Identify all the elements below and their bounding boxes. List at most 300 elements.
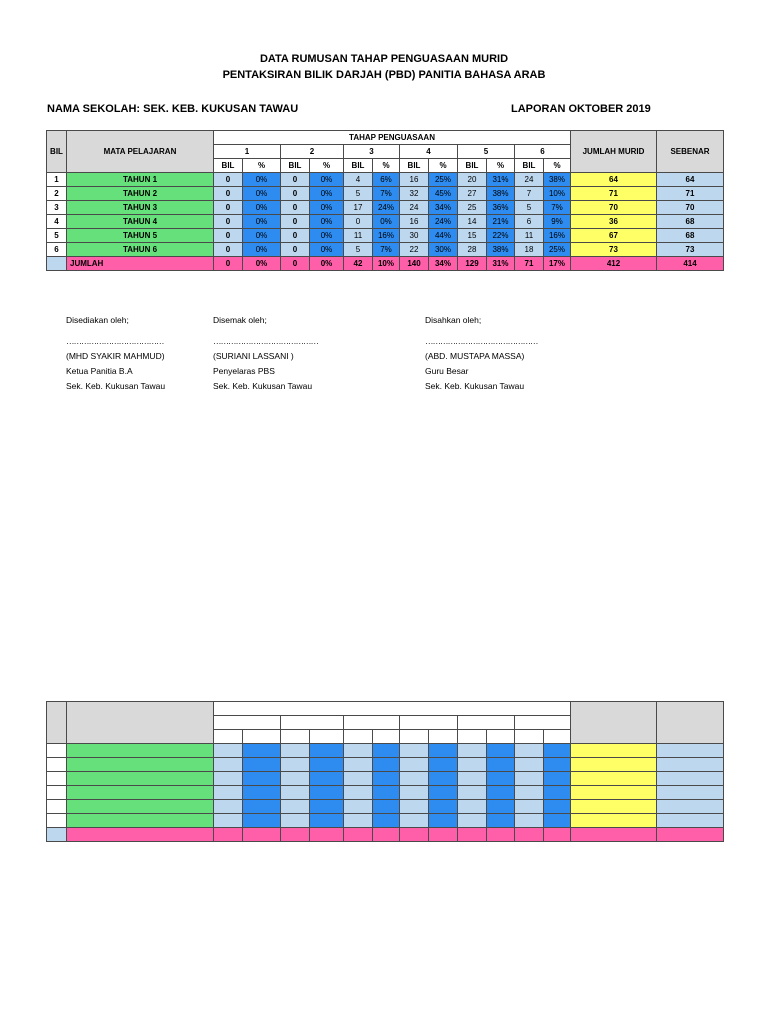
level-5-count: 15	[458, 229, 487, 243]
empty-cell	[47, 772, 67, 786]
empty-cell	[47, 744, 67, 758]
empty-cell	[515, 814, 544, 828]
level-1-count: 0	[214, 187, 243, 201]
empty-header-cell	[47, 702, 67, 744]
level-header: 1	[214, 145, 281, 159]
empty-cell	[281, 828, 310, 842]
level-4-pct: 44%	[429, 229, 458, 243]
sum-level-2-count: 0	[281, 257, 310, 271]
empty-header-cell	[400, 716, 458, 730]
empty-cell	[571, 786, 657, 800]
level-1-pct: 0%	[243, 187, 281, 201]
empty-header-cell	[487, 730, 515, 744]
empty-cell	[544, 744, 571, 758]
school-name: NAMA SEKOLAH: SEK. KEB. KUKUSAN TAWAU	[47, 103, 299, 115]
level-5-pct: 21%	[487, 215, 515, 229]
row-number: 5	[47, 229, 67, 243]
empty-cell	[657, 800, 724, 814]
empty-cell	[243, 814, 281, 828]
empty-cell	[657, 744, 724, 758]
sub-header-bil: BIL	[281, 159, 310, 173]
empty-cell	[344, 786, 373, 800]
empty-cell	[344, 744, 373, 758]
empty-cell	[67, 772, 214, 786]
empty-cell	[458, 800, 487, 814]
sub-header-pct: %	[373, 159, 400, 173]
level-5-count: 27	[458, 187, 487, 201]
empty-cell	[657, 786, 724, 800]
empty-cell	[214, 758, 243, 772]
level-2-pct: 0%	[310, 187, 344, 201]
empty-cell	[47, 786, 67, 800]
empty-cell	[515, 758, 544, 772]
subject-name: TAHUN 6	[67, 243, 214, 257]
empty-cell	[214, 786, 243, 800]
row-number-empty	[47, 257, 67, 271]
empty-cell	[657, 828, 724, 842]
signature-prepared-by	[66, 313, 165, 394]
empty-cell	[571, 772, 657, 786]
empty-total-row	[47, 828, 724, 842]
empty-cell	[429, 758, 458, 772]
table-row	[47, 229, 724, 243]
level-4-count: 16	[400, 215, 429, 229]
actual-students: 68	[657, 215, 724, 229]
empty-cell	[487, 758, 515, 772]
empty-cell	[67, 758, 214, 772]
level-4-count: 16	[400, 173, 429, 187]
empty-cell	[487, 828, 515, 842]
level-4-count: 24	[400, 201, 429, 215]
empty-cell	[400, 814, 429, 828]
total-students: 67	[571, 229, 657, 243]
empty-header-cell	[214, 730, 243, 744]
empty-cell	[281, 800, 310, 814]
level-6-pct: 10%	[544, 187, 571, 201]
level-5-count: 25	[458, 201, 487, 215]
empty-cell	[67, 786, 214, 800]
level-5-count: 28	[458, 243, 487, 257]
empty-cell	[310, 758, 344, 772]
sum-actual-students: 414	[657, 257, 724, 271]
level-5-pct: 38%	[487, 243, 515, 257]
empty-cell	[515, 828, 544, 842]
level-4-count: 30	[400, 229, 429, 243]
level-1-pct: 0%	[243, 229, 281, 243]
empty-cell	[67, 828, 214, 842]
empty-cell	[544, 828, 571, 842]
empty-table-row	[47, 786, 724, 800]
empty-cell	[214, 800, 243, 814]
level-4-pct: 24%	[429, 215, 458, 229]
empty-cell	[373, 828, 400, 842]
level-3-count: 5	[344, 243, 373, 257]
level-2-count: 0	[281, 215, 310, 229]
level-6-pct: 7%	[544, 201, 571, 215]
page-subtitle: PENTAKSIRAN BILIK DARJAH (PBD) PANITIA BAHASA ARAB	[222, 69, 546, 81]
level-1-count: 0	[214, 173, 243, 187]
level-6-pct: 16%	[544, 229, 571, 243]
row-number: 4	[47, 215, 67, 229]
level-4-count: 32	[400, 187, 429, 201]
level-1-count: 0	[214, 201, 243, 215]
level-2-count: 0	[281, 201, 310, 215]
table-row	[47, 173, 724, 187]
empty-header-cell	[515, 716, 571, 730]
empty-header-cell	[458, 716, 515, 730]
empty-header-cell	[214, 716, 281, 730]
level-4-count: 22	[400, 243, 429, 257]
empty-cell	[487, 772, 515, 786]
actual-students: 71	[657, 187, 724, 201]
level-header: 6	[515, 145, 571, 159]
sum-level-3-count: 42	[344, 257, 373, 271]
empty-cell	[458, 744, 487, 758]
empty-cell	[515, 772, 544, 786]
level-3-pct: 0%	[373, 215, 400, 229]
level-1-count: 0	[214, 243, 243, 257]
sum-level-4-pct: 34%	[429, 257, 458, 271]
level-2-pct: 0%	[310, 243, 344, 257]
signature-name: (MHD SYAKIR MAHMUD)	[66, 351, 165, 361]
signature-position: Ketua Panitia B.A	[66, 366, 133, 376]
empty-cell	[429, 814, 458, 828]
table-row	[47, 187, 724, 201]
empty-table-row	[47, 772, 724, 786]
level-5-count: 20	[458, 173, 487, 187]
subject-name: TAHUN 1	[67, 173, 214, 187]
empty-cell	[47, 814, 67, 828]
level-5-pct: 36%	[487, 201, 515, 215]
mastery-summary-table	[46, 130, 724, 271]
empty-cell	[281, 744, 310, 758]
sub-header-bil: BIL	[400, 159, 429, 173]
empty-cell	[281, 786, 310, 800]
level-4-pct: 34%	[429, 201, 458, 215]
empty-header-cell	[281, 716, 344, 730]
empty-cell	[344, 758, 373, 772]
total-students: 70	[571, 201, 657, 215]
total-row	[47, 257, 724, 271]
empty-cell	[400, 744, 429, 758]
empty-cell	[373, 758, 400, 772]
empty-cell	[373, 786, 400, 800]
empty-cell	[47, 800, 67, 814]
level-6-pct: 25%	[544, 243, 571, 257]
empty-cell	[544, 786, 571, 800]
table-row	[47, 243, 724, 257]
empty-cell	[310, 828, 344, 842]
empty-table-row	[47, 758, 724, 772]
sub-header-bil: BIL	[458, 159, 487, 173]
empty-header-cell	[310, 730, 344, 744]
level-1-count: 0	[214, 229, 243, 243]
empty-cell	[515, 800, 544, 814]
total-students: 71	[571, 187, 657, 201]
empty-header-cell	[214, 702, 571, 716]
empty-cell	[344, 772, 373, 786]
signature-line: ………………………………………	[425, 336, 538, 346]
empty-cell	[373, 800, 400, 814]
empty-cell	[47, 758, 67, 772]
signature-position: Guru Besar	[425, 366, 469, 376]
empty-cell	[214, 828, 243, 842]
level-3-count: 5	[344, 187, 373, 201]
header-bil: BIL	[47, 131, 67, 173]
sum-level-1-pct: 0%	[243, 257, 281, 271]
level-6-count: 18	[515, 243, 544, 257]
header-mastery-level: TAHAP PENGUASAAN	[214, 131, 571, 145]
level-4-pct: 25%	[429, 173, 458, 187]
empty-header-cell	[429, 730, 458, 744]
empty-cell	[458, 814, 487, 828]
empty-cell	[571, 744, 657, 758]
empty-cell	[310, 800, 344, 814]
empty-cell	[243, 800, 281, 814]
empty-cell	[429, 800, 458, 814]
level-header: 4	[400, 145, 458, 159]
total-students: 36	[571, 215, 657, 229]
row-number: 1	[47, 173, 67, 187]
empty-cell	[571, 814, 657, 828]
subject-name: TAHUN 3	[67, 201, 214, 215]
sum-level-3-pct: 10%	[373, 257, 400, 271]
actual-students: 73	[657, 243, 724, 257]
empty-cell	[429, 786, 458, 800]
empty-header-cell	[544, 730, 571, 744]
signature-role: Disediakan oleh;	[66, 315, 129, 325]
header-subject: MATA PELAJARAN	[67, 131, 214, 173]
sub-header-pct: %	[429, 159, 458, 173]
level-5-pct: 38%	[487, 187, 515, 201]
empty-cell	[214, 814, 243, 828]
empty-cell	[373, 814, 400, 828]
empty-cell	[400, 800, 429, 814]
empty-header-cell	[571, 702, 657, 744]
empty-cell	[571, 800, 657, 814]
total-students: 73	[571, 243, 657, 257]
empty-cell	[458, 758, 487, 772]
actual-students: 68	[657, 229, 724, 243]
level-header: 3	[344, 145, 400, 159]
level-6-count: 7	[515, 187, 544, 201]
empty-cell	[458, 828, 487, 842]
level-header: 5	[458, 145, 515, 159]
level-3-pct: 7%	[373, 187, 400, 201]
level-3-count: 4	[344, 173, 373, 187]
empty-cell	[429, 828, 458, 842]
level-3-pct: 7%	[373, 243, 400, 257]
sub-header-pct: %	[310, 159, 344, 173]
subject-name: TAHUN 2	[67, 187, 214, 201]
empty-header-cell	[373, 730, 400, 744]
empty-cell	[400, 828, 429, 842]
sub-header-bil: BIL	[344, 159, 373, 173]
empty-cell	[400, 786, 429, 800]
sum-level-4-count: 140	[400, 257, 429, 271]
level-3-pct: 16%	[373, 229, 400, 243]
level-1-pct: 0%	[243, 243, 281, 257]
signature-name: (SURIANI LASSANI )	[213, 351, 294, 361]
sub-header-bil: BIL	[515, 159, 544, 173]
signature-checked-by	[213, 313, 318, 394]
empty-cell	[429, 744, 458, 758]
signature-school: Sek. Keb. Kukusan Tawau	[66, 381, 166, 391]
signature-line: ……………………………………	[213, 336, 318, 346]
empty-cell	[487, 744, 515, 758]
empty-cell	[281, 758, 310, 772]
empty-cell	[243, 744, 281, 758]
level-2-count: 0	[281, 173, 310, 187]
empty-cell	[429, 772, 458, 786]
empty-cell	[544, 772, 571, 786]
empty-header-cell	[344, 730, 373, 744]
level-2-pct: 0%	[310, 215, 344, 229]
empty-cell	[515, 744, 544, 758]
empty-cell	[515, 786, 544, 800]
empty-header-cell	[243, 730, 281, 744]
empty-cell	[544, 814, 571, 828]
empty-cell	[458, 772, 487, 786]
empty-cell	[243, 772, 281, 786]
empty-cell	[487, 786, 515, 800]
level-2-pct: 0%	[310, 201, 344, 215]
empty-cell	[243, 758, 281, 772]
empty-cell	[214, 772, 243, 786]
header-actual: SEBENAR	[657, 131, 724, 173]
level-5-count: 14	[458, 215, 487, 229]
empty-table-row	[47, 800, 724, 814]
row-number: 6	[47, 243, 67, 257]
level-3-count: 11	[344, 229, 373, 243]
level-2-count: 0	[281, 243, 310, 257]
sum-level-2-pct: 0%	[310, 257, 344, 271]
total-label: JUMLAH	[67, 257, 214, 271]
level-1-count: 0	[214, 215, 243, 229]
level-4-pct: 30%	[429, 243, 458, 257]
empty-table-row	[47, 744, 724, 758]
empty-header-cell	[515, 730, 544, 744]
empty-cell	[344, 814, 373, 828]
empty-cell	[344, 800, 373, 814]
report-period: LAPORAN OKTOBER 2019	[511, 103, 651, 115]
table-row	[47, 201, 724, 215]
empty-cell	[544, 800, 571, 814]
empty-header-cell	[281, 730, 310, 744]
level-4-pct: 45%	[429, 187, 458, 201]
empty-cell	[67, 800, 214, 814]
empty-cell	[243, 786, 281, 800]
empty-header-cell	[400, 730, 429, 744]
level-5-pct: 22%	[487, 229, 515, 243]
level-6-count: 11	[515, 229, 544, 243]
sub-header-pct: %	[487, 159, 515, 173]
total-students: 64	[571, 173, 657, 187]
signature-approved-by	[425, 313, 538, 394]
level-2-pct: 0%	[310, 229, 344, 243]
sum-total-students: 412	[571, 257, 657, 271]
page-title: DATA RUMUSAN TAHAP PENGUASAAN MURID	[259, 53, 509, 65]
empty-cell	[310, 772, 344, 786]
empty-header-cell	[344, 716, 400, 730]
signature-name: (ABD. MUSTAPA MASSA)	[425, 351, 525, 361]
sub-header-pct: %	[243, 159, 281, 173]
sum-level-6-count: 71	[515, 257, 544, 271]
empty-cell	[67, 814, 214, 828]
level-6-pct: 38%	[544, 173, 571, 187]
empty-cell	[487, 800, 515, 814]
sum-level-5-count: 129	[458, 257, 487, 271]
empty-cell	[310, 814, 344, 828]
empty-cell	[67, 744, 214, 758]
level-6-count: 24	[515, 173, 544, 187]
empty-cell	[373, 772, 400, 786]
empty-header-cell	[67, 702, 214, 744]
sub-header-pct: %	[544, 159, 571, 173]
empty-cell	[571, 758, 657, 772]
header-total-students: JUMLAH MURID	[571, 131, 657, 173]
level-2-count: 0	[281, 187, 310, 201]
empty-cell	[657, 814, 724, 828]
sum-level-5-pct: 31%	[487, 257, 515, 271]
empty-header-cell	[458, 730, 487, 744]
level-3-count: 0	[344, 215, 373, 229]
level-2-pct: 0%	[310, 173, 344, 187]
actual-students: 64	[657, 173, 724, 187]
empty-cell	[571, 828, 657, 842]
level-3-count: 17	[344, 201, 373, 215]
empty-cell	[657, 758, 724, 772]
empty-cell	[281, 772, 310, 786]
empty-cell	[310, 744, 344, 758]
empty-cell	[214, 744, 243, 758]
level-2-count: 0	[281, 229, 310, 243]
subject-name: TAHUN 5	[67, 229, 214, 243]
level-5-pct: 31%	[487, 173, 515, 187]
level-3-pct: 6%	[373, 173, 400, 187]
signature-role: Disahkan oleh;	[425, 315, 482, 325]
actual-students: 70	[657, 201, 724, 215]
subject-name: TAHUN 4	[67, 215, 214, 229]
level-1-pct: 0%	[243, 215, 281, 229]
sum-level-1-count: 0	[214, 257, 243, 271]
level-6-count: 6	[515, 215, 544, 229]
empty-header-cell	[657, 702, 724, 744]
empty-cell	[458, 786, 487, 800]
empty-table-row	[47, 814, 724, 828]
table-row	[47, 215, 724, 229]
empty-cell	[373, 744, 400, 758]
signature-school: Sek. Keb. Kukusan Tawau	[213, 381, 313, 391]
level-header: 2	[281, 145, 344, 159]
signature-line: …………………………………	[66, 336, 164, 346]
signature-school: Sek. Keb. Kukusan Tawau	[425, 381, 525, 391]
level-3-pct: 24%	[373, 201, 400, 215]
level-6-count: 5	[515, 201, 544, 215]
sum-level-6-pct: 17%	[544, 257, 571, 271]
empty-cell	[487, 814, 515, 828]
row-number: 3	[47, 201, 67, 215]
level-6-pct: 9%	[544, 215, 571, 229]
empty-template-table	[46, 701, 724, 842]
empty-cell	[657, 772, 724, 786]
empty-cell	[281, 814, 310, 828]
signature-role: Disemak oleh;	[213, 315, 267, 325]
empty-cell	[310, 786, 344, 800]
empty-cell	[47, 828, 67, 842]
empty-cell	[400, 758, 429, 772]
level-1-pct: 0%	[243, 173, 281, 187]
